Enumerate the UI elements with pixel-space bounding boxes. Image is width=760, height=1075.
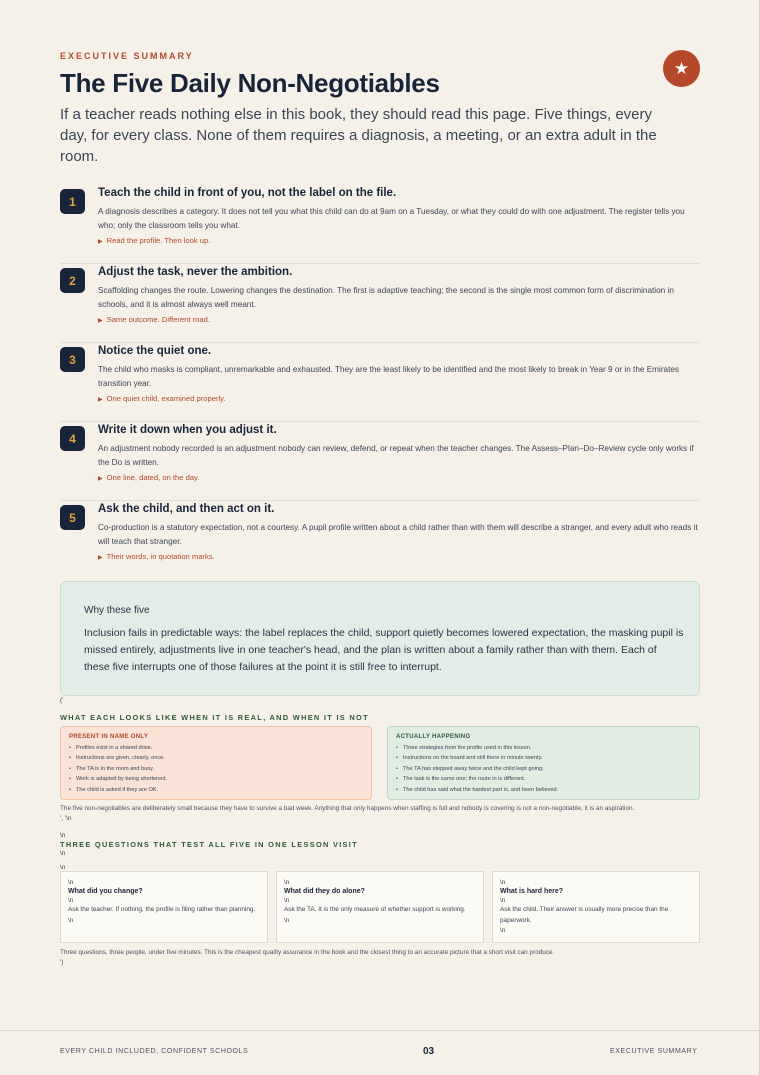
item-title: Write it down when you adjust it. (98, 424, 277, 436)
stray-text: (' (60, 697, 64, 704)
stray-text: \n (500, 897, 506, 904)
list-item: • Three strategies from the profile used in this lesson. (396, 743, 691, 753)
list-item: • The child has said what the hardest part is, and been believed. (396, 785, 691, 795)
actually-happening-list (396, 743, 691, 795)
name-only-list (69, 743, 363, 795)
stray-text: ', '\n (60, 815, 72, 822)
page-title: The Five Daily Non-Negotiables (60, 68, 440, 98)
question-card (60, 871, 268, 943)
triangle-right-icon: ▶ (98, 239, 103, 245)
item-number-badge: 2 (60, 268, 85, 293)
triangle-right-icon: ▶ (98, 318, 103, 324)
list-item: • The TA has stepped away twice and the child kept going. (396, 764, 691, 774)
why-body: Inclusion fails in predictable ways: the label replaces the child, support quietly becomes lowered expectation, the masking pupil is missed entirely, adjustments live in one teacher's head, and the plan is written about a family rather than with them. Each of these five interrupts one of those failures at the point it is still free to interrupt. (84, 627, 684, 673)
stray-text: \n (500, 927, 506, 934)
section-heading: THREE QUESTIONS THAT TEST ALL FIVE IN ONE LESSON VISIT (60, 840, 358, 849)
footer-section-title: EXECUTIVE SUMMARY (610, 1048, 698, 1055)
stray-text: \n (284, 879, 290, 886)
stray-text: ') (60, 959, 64, 966)
stray-text: \n (60, 864, 66, 871)
question-title: What did they do alone? (284, 888, 365, 895)
item-tagline (98, 552, 215, 561)
triangle-right-icon: ▶ (98, 555, 103, 561)
item-title: Teach the child in front of you, not the label on the file. (98, 187, 397, 199)
item-number-badge: 1 (60, 189, 85, 214)
item-title: Adjust the task, never the ambition. (98, 266, 293, 278)
triangle-right-icon: ▶ (98, 476, 103, 482)
list-item: • Work is adapted by being shortened. (69, 774, 363, 784)
eyebrow-label: EXECUTIVE SUMMARY (60, 51, 194, 61)
question-title: What did you change? (68, 888, 143, 895)
stray-text: \n (68, 897, 74, 904)
item-title: Notice the quiet one. (98, 345, 212, 357)
list-item: • Profiles exist in a shared drive. (69, 743, 363, 753)
list-item (60, 264, 700, 343)
item-tagline-text: Their words, in quotation marks. (106, 552, 215, 561)
stray-text: \n (60, 832, 66, 839)
question-body: Ask the TA. It is the only measure of whether support is working. (284, 906, 466, 913)
question-title: What is hard here? (500, 888, 564, 895)
item-body: Co-production is a statutory expectation, not a courtesy. A pupil profile written about a child rather than with them will describe a stranger, and every adult who reads it will teach that stranger. (98, 523, 698, 546)
why-callout (60, 581, 700, 696)
item-number-badge: 5 (60, 505, 85, 530)
stray-text: \n (68, 879, 74, 886)
stray-text: \n (60, 850, 66, 857)
name-only-box (60, 726, 372, 800)
item-tagline (98, 236, 210, 245)
list-item: • The child is asked if they are OK. (69, 785, 363, 795)
why-title: Why these five (84, 605, 150, 616)
item-tagline-text: Same outcome. Different road. (106, 315, 210, 324)
star-icon: ★ (663, 50, 700, 87)
list-item: • The task is the same one; the route in is different. (396, 774, 691, 784)
triangle-right-icon: ▶ (98, 397, 103, 403)
item-number-badge: 3 (60, 347, 85, 372)
stray-text: \n (284, 897, 290, 904)
item-tagline-text: One line, dated, on the day. (106, 473, 200, 482)
question-body: Ask the teacher. If nothing, the profile is filing rather than planning. (68, 906, 256, 913)
questions-note: Three questions, three people, under five minutes. This is the cheapest quality assurance in the book and the closest thing to an accurate picture that a short visit can produce. (60, 949, 555, 956)
box-label: PRESENT IN NAME ONLY (69, 734, 149, 740)
intro-paragraph: If a teacher reads nothing else in this book, they should read this page. Five things, every day, for every class. None of them requires a diagnosis, a meeting, or an extra adult in the room. (60, 106, 657, 165)
item-tagline-text: One quiet child, examined properly. (106, 394, 226, 403)
question-card (492, 871, 700, 943)
stray-text: \n (68, 916, 74, 924)
list-item: • Instructions are given, clearly, once. (69, 753, 363, 763)
section-heading: WHAT EACH LOOKS LIKE WHEN IT IS REAL, AND WHEN IT IS NOT (60, 713, 369, 722)
item-tagline-text: Read the profile. Then look up. (106, 236, 211, 245)
list-item: • The TA is in the room and busy. (69, 764, 363, 774)
real-note: The five non-negotiables are deliberately small because they have to survive a bad week. Anything that only happens when staffing is full and nobody is covering is not a non-negotiable, it is an aspiration. (60, 805, 635, 812)
non-negotiables-list (60, 185, 700, 580)
item-tagline (98, 473, 199, 482)
question-card (276, 871, 484, 943)
item-tagline (98, 315, 210, 324)
actually-happening-box (387, 726, 700, 800)
stray-text: \n (500, 879, 506, 886)
item-body: Scaffolding changes the route. Lowering changes the destination. The first is adaptive teaching; the second is the single most common form of discrimination in schools, and it is almost always well meant. (98, 286, 674, 309)
page-number: 03 (423, 1046, 435, 1057)
item-title: Ask the child, and then act on it. (98, 503, 275, 515)
box-label: ACTUALLY HAPPENING (396, 734, 471, 740)
list-item (60, 343, 700, 422)
item-body: The child who masks is compliant, unremarkable and exhausted. They are the least likely to be identified and the most likely to break in Year 9 or in the Emirates transition year. (98, 365, 680, 388)
footer-book-title: EVERY CHILD INCLUDED, CONFIDENT SCHOOLS (60, 1048, 249, 1055)
list-item (60, 422, 700, 501)
stray-text: \n (284, 916, 290, 924)
item-body: A diagnosis describes a category. It does not tell you what this child can do at 9am on a Tuesday, or what they could do with one adjustment. The register tells you who; only the classroom tells you what. (98, 207, 685, 230)
item-body: An adjustment nobody recorded is an adjustment nobody can review, defend, or repeat when the teacher changes. The Assess–Plan–Do–Review cycle only works if the Do is written. (98, 444, 694, 467)
item-number-badge: 4 (60, 426, 85, 451)
list-item: • Instructions on the board and still there in minute twenty. (396, 753, 691, 763)
question-body: Ask the child. Their answer is usually more precise than the paperwork. (500, 906, 669, 924)
list-item (60, 185, 700, 264)
item-tagline (98, 394, 226, 403)
footer-divider (0, 1030, 760, 1031)
list-item (60, 501, 700, 580)
